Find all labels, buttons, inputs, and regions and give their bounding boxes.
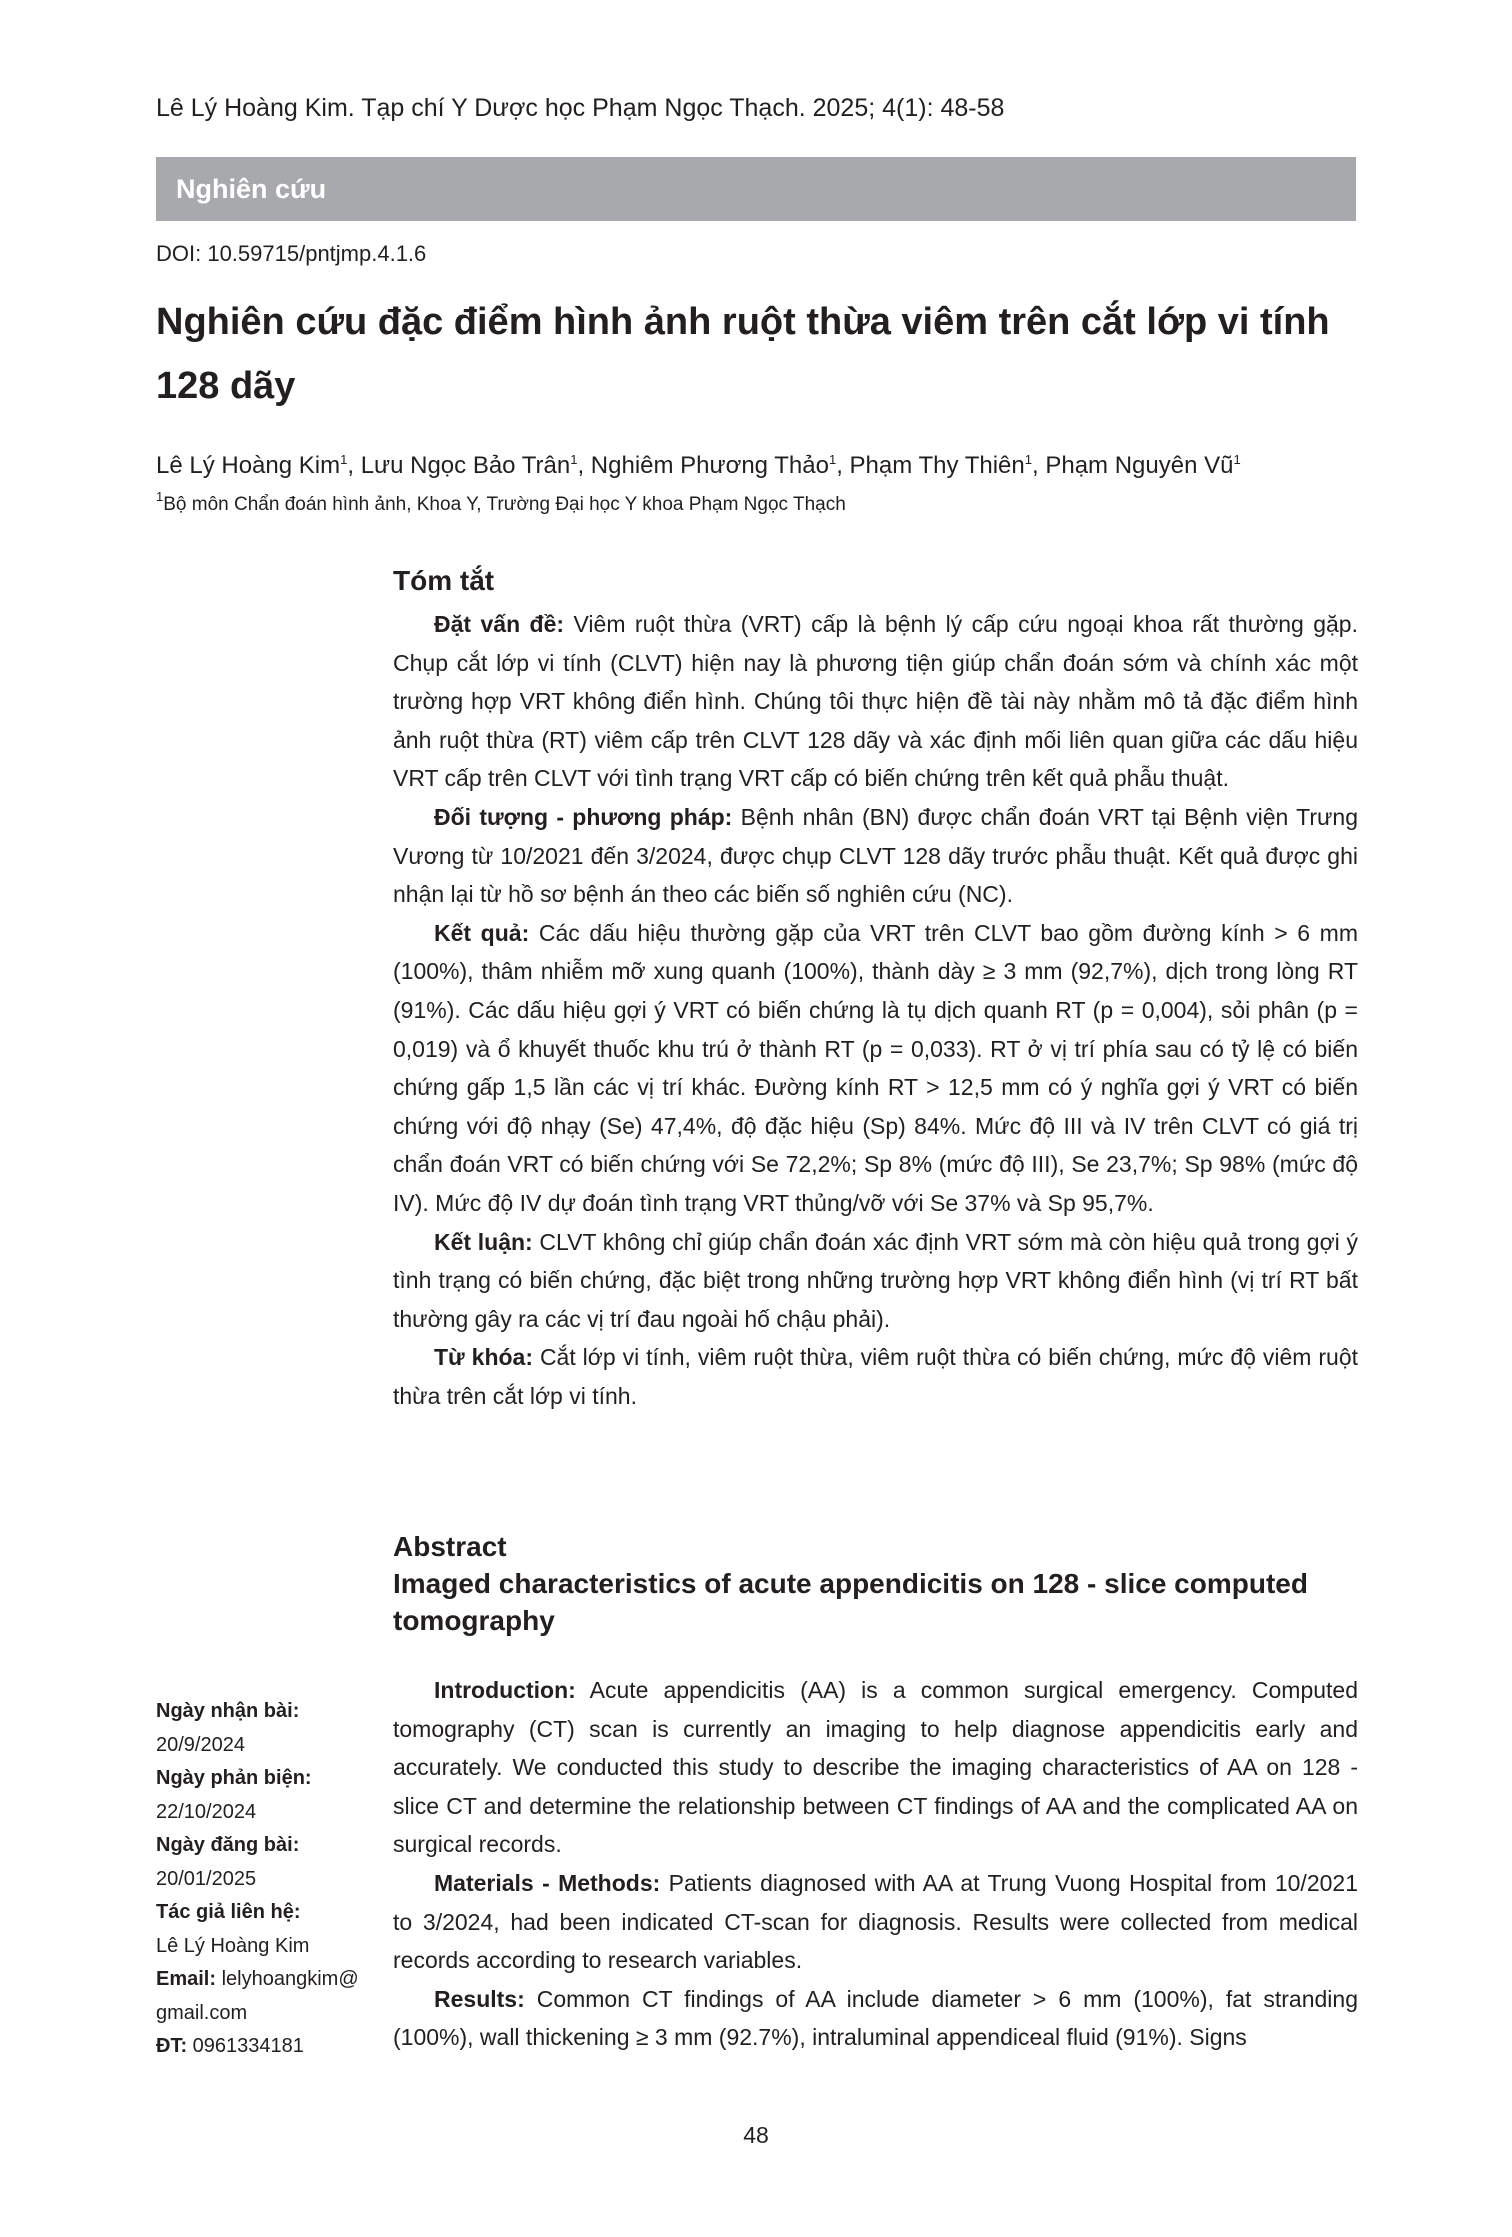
- author-name: Phạm Thy Thiên: [849, 452, 1025, 479]
- paragraph-label: Đối tượng - phương pháp:: [434, 803, 733, 830]
- abstract-paragraph: [393, 1864, 1358, 1980]
- doi[interactable]: DOI: 10.59715/pntjmp.4.1.6: [156, 241, 427, 266]
- abstract-paragraph: [393, 914, 1358, 1223]
- email-value-cont[interactable]: gmail.com: [156, 2001, 248, 2024]
- affiliation-sup: 1: [156, 489, 164, 504]
- email-label: Email:: [156, 1968, 217, 1990]
- paragraph-label: Kết luận:: [434, 1228, 533, 1255]
- phone-value: 0961334181: [187, 2035, 304, 2057]
- author-sup: 1: [828, 452, 837, 467]
- author-name: Nghiêm Phương Thảo: [590, 452, 829, 479]
- paragraph-label: Từ khóa:: [434, 1344, 533, 1371]
- paragraph-text: Acute appendicitis (AA) is a common surgical emergency. Computed tomography (CT) scan is currently an imaging to help diagnose appendicitis early and accurately. We conducted this study to describe the imaging characteristics of AA on 128 - slice CT and determine the relationship between CT findings of AA and the complicated AA on surgical records.: [393, 1677, 1358, 1858]
- affiliation: [156, 489, 846, 516]
- paragraph-text: Cắt lớp vi tính, viêm ruột thừa, viêm ruột thừa có biến chứng, mức độ viêm ruột thừa trên cắt lớp vi tính.: [393, 1344, 1359, 1409]
- email-line: [156, 1963, 386, 1997]
- abstract-paragraph: [393, 1671, 1358, 1864]
- author-sup: 1: [570, 452, 578, 467]
- abstract-paragraph: [393, 1980, 1358, 2057]
- corresponding-name: Lê Lý Hoàng Kim: [156, 1934, 310, 1957]
- abstract-vi-heading: Tóm tắt: [393, 565, 495, 596]
- paragraph-text: Common CT findings of AA include diameter > 6 mm (100%), fat stranding (100%), wall thickening ≥ 3 mm (92.7%), intraluminal appendiceal fluid (91%). Signs: [393, 1985, 1358, 2051]
- reviewed-label: Ngày phản biện:: [156, 1767, 312, 1789]
- corresponding-label: Tác giả liên hệ:: [156, 1901, 301, 1923]
- affiliation-text: Bộ môn Chẩn đoán hình ảnh, Khoa Y, Trường Đại học Y khoa Phạm Ngọc Thạch: [163, 494, 846, 515]
- section-band: [156, 157, 1356, 221]
- received-label: Ngày nhận bài:: [156, 1700, 300, 1722]
- page-number: 48: [743, 2122, 769, 2148]
- author-list: Lê Lý Hoàng Kim$^1$, Lưu Ngọc Bảo Trân$^1$, Nghiêm Phương Thảo$^1$, Phạm Thy Thiên$^1$, Phạm Nguyên $Vũ^1$: [156, 452, 1241, 479]
- abstract-vietnamese: [393, 565, 1358, 1415]
- paragraph-text: CLVT không chỉ giúp chẩn đoán xác định VRT sớm mà còn hiệu quả trong gợi ý tình trạng có biến chứng, đặc biệt trong những trường hợp VRT không điển hình (vị trí RT bất thường gây ra các vị trí đau ngoài hố chậu phải).: [393, 1228, 1359, 1332]
- keywords-paragraph: [393, 1338, 1358, 1415]
- paragraph-label: Materials - Methods:: [434, 1869, 661, 1896]
- abstract-en-title: Imaged characteristics of acute appendicitis on 128 - slice computed tomography: [393, 1568, 1308, 1636]
- abstract-en-heading-block: [393, 1528, 1358, 1639]
- reviewed-date: 22/10/2024: [156, 1800, 257, 1823]
- article-metadata: [156, 1695, 386, 2064]
- paragraph-text: Các dấu hiệu thường gặp của VRT trên CLVT bao gồm đường kính > 6 mm (100%), thâm nhiễm mỡ xung quanh (100%), thành dày ≥ 3 mm (92,7%), dịch trong lòng RT (91%). Các dấu hiệu gợi ý VRT có biến chứng là tụ dịch quanh RT (p = 0,004), sỏi phân (p = 0,019) và ổ khuyết thuốc khu trú ở thành RT (p = 0,033). RT ở vị trí phía sau có tỷ lệ có biến chứng gấp 1,5 lần các vị trí khác. Đường kính RT > 12,5 mm có ý nghĩa gợi ý VRT có biến chứng với độ nhạy (Se) 47,4%, độ đặc hiệu (Sp) 84%. Mức độ III và IV trên CLVT có giá trị chẩn đoán VRT có biến chứng với Se 72,2%; Sp 8% (mức độ III), Se 23,7%; Sp 98% (mức độ IV). Mức độ IV dự đoán tình trạng VRT thủng/vỡ với Se 37% và Sp 95,7%.: [393, 919, 1358, 1216]
- article-title: Nghiên cứu đặc điểm hình ảnh ruột thừa viêm trên cắt lớp vi tính 128 dãy: [156, 301, 1330, 407]
- paragraph-label: Introduction:: [434, 1677, 576, 1703]
- paragraph-text: Bệnh nhân (BN) được chẩn đoán VRT tại Bệnh viện Trưng Vương từ 10/2021 đến 3/2024, được chụp CLVT 128 dãy trước phẫu thuật. Kết quả được ghi nhận lại từ hồ sơ bệnh án theo các biến số nghiên cứu (NC).: [393, 803, 1358, 908]
- author-name: Lê Lý Hoàng Kim: [156, 452, 341, 479]
- author-sup: 1: [340, 452, 348, 467]
- running-head: Lê Lý Hoàng Kim. Tạp chí Y Dược học Phạm Ngọc Thạch. 2025; 4(1): 48-58: [156, 94, 1005, 122]
- paragraph-label: Results:: [434, 1985, 525, 2012]
- published-label: Ngày đăng bài:: [156, 1834, 300, 1856]
- phone-label: ĐT:: [156, 2035, 188, 2057]
- section-label: Nghiên cứu: [176, 174, 327, 204]
- abstract-en-heading: Abstract: [393, 1531, 507, 1562]
- received-date: 20/9/2024: [156, 1733, 245, 1756]
- paragraph-text: Patients diagnosed with AA at Trung Vuong Hospital from 10/2021 to 3/2024, had been indicated CT-scan for diagnosis. Results were collected from medical records according to research variables.: [393, 1869, 1358, 1974]
- paragraph-label: Kết quả:: [434, 919, 530, 946]
- abstract-paragraph: [393, 798, 1358, 914]
- paragraph-label: Đặt vấn đề:: [434, 611, 565, 637]
- author-name: Lưu Ngọc Bảo Trân: [360, 452, 571, 479]
- abstract-english: [393, 1528, 1358, 2057]
- paragraph-text: Viêm ruột thừa (VRT) cấp là bệnh lý cấp cứu ngoại khoa rất thường gặp. Chụp cắt lớp vi tính (CLVT) hiện nay là phương tiện giúp chẩn đoán sớm và chính xác một trường hợp VRT không điển hình. Chúng tôi thực hiện đề tài này nhằm mô tả đặc điểm hình ảnh ruột thừa (RT) viêm cấp trên CLVT 128 dãy và xác định mối liên quan giữa các dấu hiệu VRT cấp trên CLVT với tình trạng VRT cấp có biến chứng trên kết quả phẫu thuật.: [393, 611, 1358, 792]
- author-name: Phạm Nguyên Vũ: [1045, 452, 1234, 479]
- abstract-paragraph: [393, 1223, 1358, 1339]
- email-value[interactable]: lelyhoangkim@: [216, 1968, 359, 1990]
- author-sup: 1: [1233, 452, 1241, 467]
- phone-line: [156, 2030, 386, 2064]
- abstract-paragraph: [393, 605, 1358, 798]
- published-date: 20/01/2025: [156, 1867, 257, 1890]
- author-sup: 1: [1024, 452, 1032, 467]
